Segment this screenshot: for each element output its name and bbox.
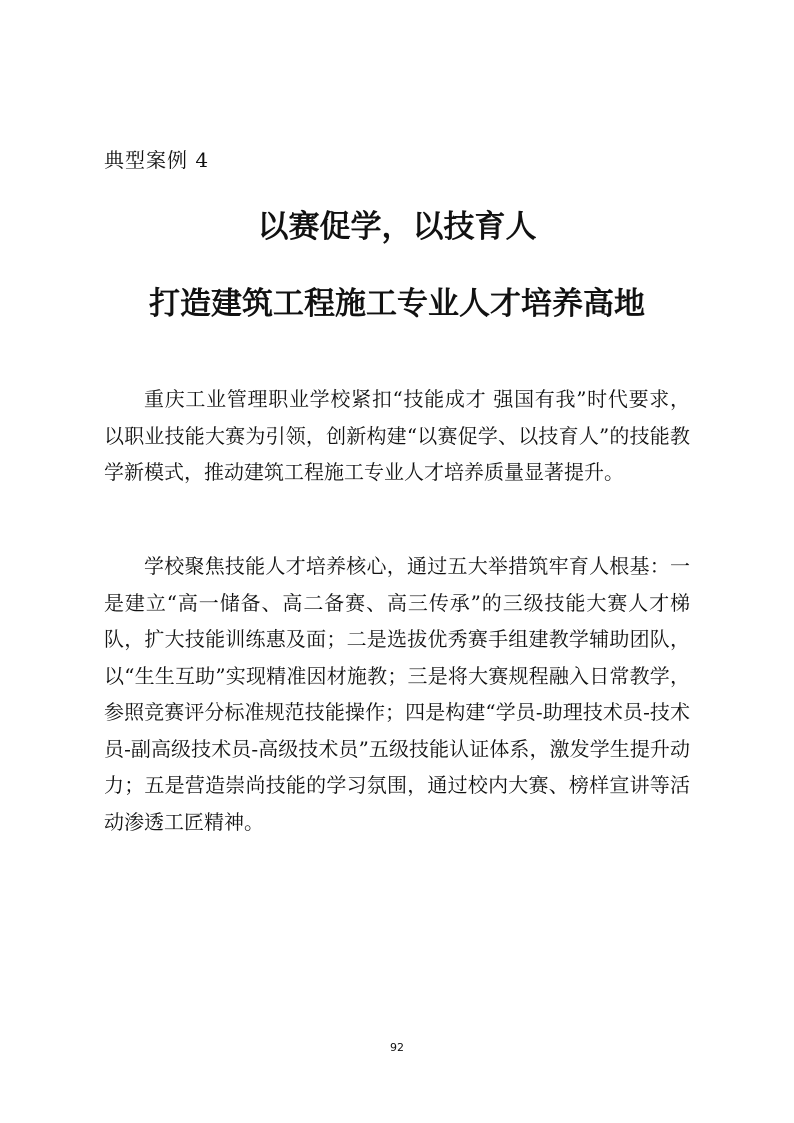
case-label: 典型案例 4	[104, 148, 210, 172]
paragraph-measures: 学校聚焦技能人才培养核心，通过五大举措筑牢育人根基：一是建立“高一储备、高二备赛、高三传承”的三级技能大赛人才梯队，扩大技能训练惠及面；二是选拔优秀赛手组建教学辅助团队，以“生生互助”实现精准因材施教；三是将大赛规程融入日常教学，参照竞赛评分标准规范技能操作；四是构建“学员-助理技术员-技术员-副高级技术员-高级技术员”五级技能认证体系，激发学生提升动力；五是营造崇尚技能的学习氛围，通过校内大赛、榜样宣讲等活动渗透工匠精神。	[104, 554, 690, 834]
title-line-1: 以赛促学，以技育人	[257, 209, 537, 245]
title-line-2: 打造建筑工程施工专业人才培养高地	[149, 286, 645, 322]
page-number: 92	[390, 1041, 404, 1054]
paragraph-intro: 重庆工业管理职业学校紧扣“技能成才 强国有我”时代要求，以职业技能大赛为引领，创新构建“以赛促学、以技育人”的技能教学新模式，推动建筑工程施工专业人才培养质量显著提升。	[104, 387, 690, 484]
